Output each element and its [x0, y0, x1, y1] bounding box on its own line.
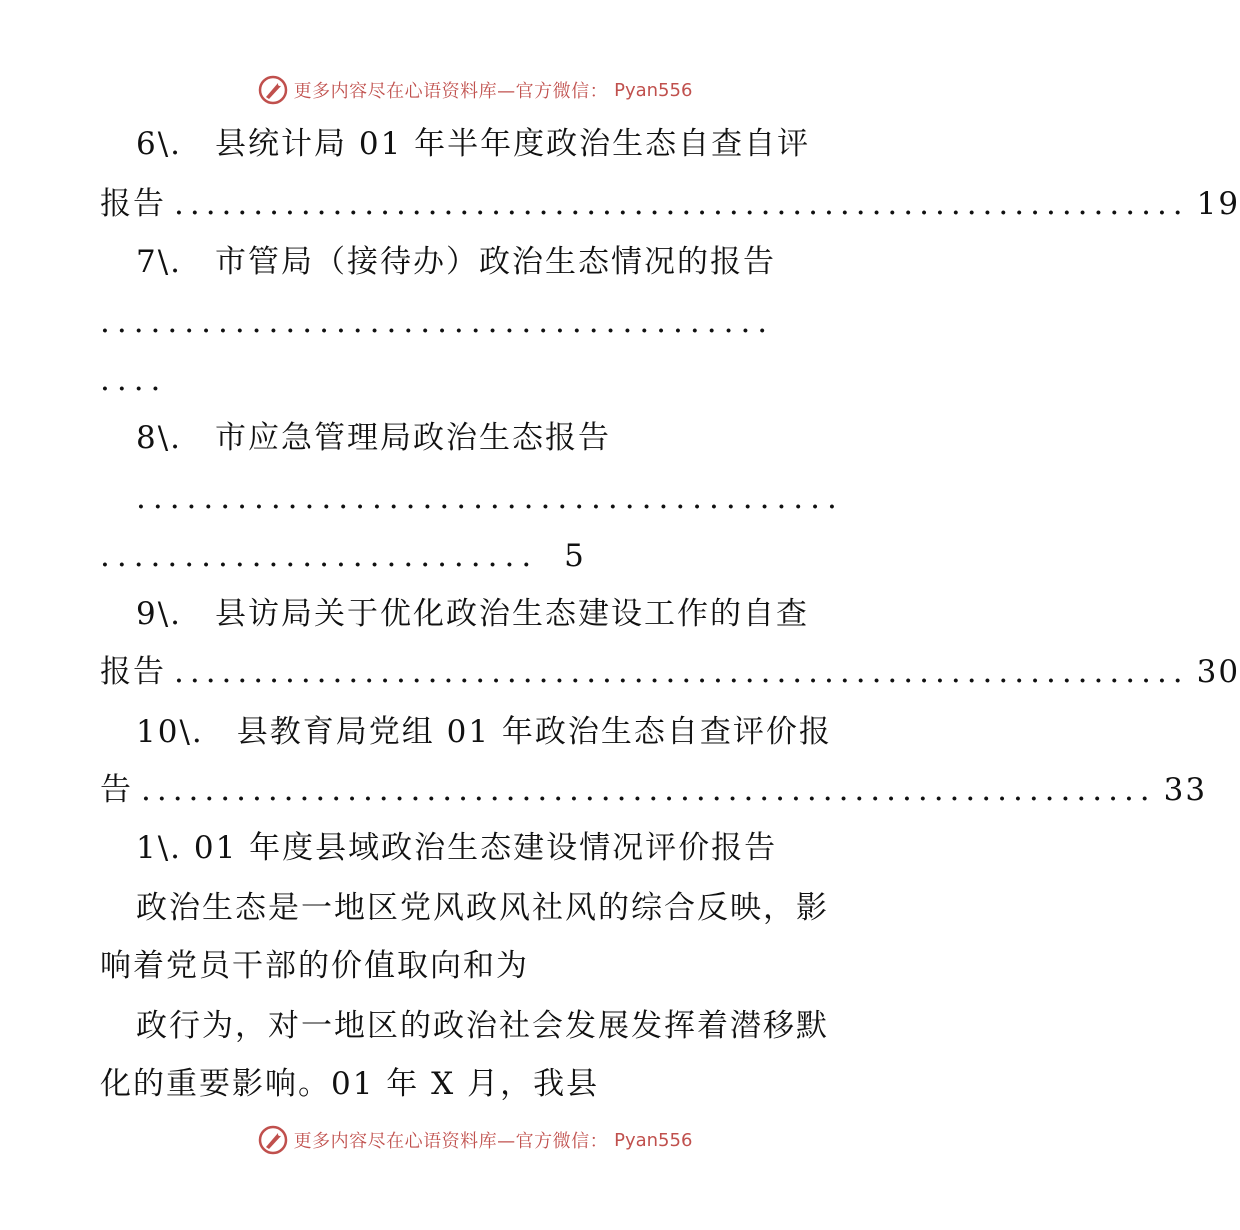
toc-item-9-page-row[interactable] [100, 652, 1240, 692]
toc-item-7-title[interactable]: 7\. 市管局（接待办）政治生态情况的报告 [136, 244, 777, 280]
toc-item-8-dots-tail: .......................... [100, 538, 539, 574]
paragraph-2-line-2: 化的重要影响。01 年 X 月，我县 [100, 1066, 600, 1102]
watermark-id: Pyan556 [614, 1129, 693, 1151]
toc-item-6-title[interactable]: 6\. 县统计局 01 年半年度政治生态自查自评 [136, 126, 811, 162]
toc-item-9-lead: 报告 [100, 654, 166, 690]
toc-leader-dots: ................................................................ [174, 654, 1189, 690]
toc-item-6-lead: 报告 [100, 186, 166, 222]
watermark-text: 更多内容尽在心语资料库—官方微信： [293, 1131, 609, 1152]
toc-item-10-lead: 告 [100, 772, 133, 808]
toc-item-8-page: 5 [564, 538, 586, 574]
toc-item-10-page-row[interactable] [100, 770, 1208, 810]
watermark-id: Pyan556 [614, 79, 693, 101]
toc-item-10-page: 33 [1163, 772, 1208, 808]
toc-item-9-title[interactable]: 9\. 县访局关于优化政治生态建设工作的自查 [136, 596, 810, 632]
toc-leader-dots: ................................................................ [174, 186, 1189, 222]
toc-item-7-dots: ........................................ [100, 304, 775, 340]
toc-item-6-page: 19 [1196, 186, 1240, 222]
watermark-footer [0, 1120, 950, 1160]
toc-item-7-dots-tail: .... [100, 362, 168, 398]
toc-item-10-title[interactable]: 10\. 县教育局党组 01 年政治生态自查评价报 [136, 714, 832, 750]
pen-logo-icon [258, 75, 288, 105]
toc-item-8-page-row[interactable] [100, 536, 860, 576]
toc-item-6-page-row[interactable] [100, 184, 1240, 224]
section-heading: 1\. 01 年度县域政治生态建设情况评价报告 [136, 830, 778, 866]
toc-item-8-dots: .......................................... [136, 480, 844, 516]
paragraph-1-line-1: 政治生态是一地区党风政风社风的综合反映，影 [136, 890, 829, 926]
watermark-text: 更多内容尽在心语资料库—官方微信： [293, 81, 609, 102]
toc-item-8-title[interactable]: 8\. 市应急管理局政治生态报告 [136, 420, 612, 456]
toc-leader-dots: ................................................................ [141, 772, 1156, 808]
toc-item-9-page: 30 [1196, 654, 1240, 690]
paragraph-2-line-1: 政行为，对一地区的政治社会发展发挥着潜移默 [136, 1008, 829, 1044]
pen-logo-icon [258, 1125, 288, 1155]
watermark-header [0, 70, 950, 110]
paragraph-1-line-2: 响着党员干部的价值取向和为 [100, 948, 529, 984]
